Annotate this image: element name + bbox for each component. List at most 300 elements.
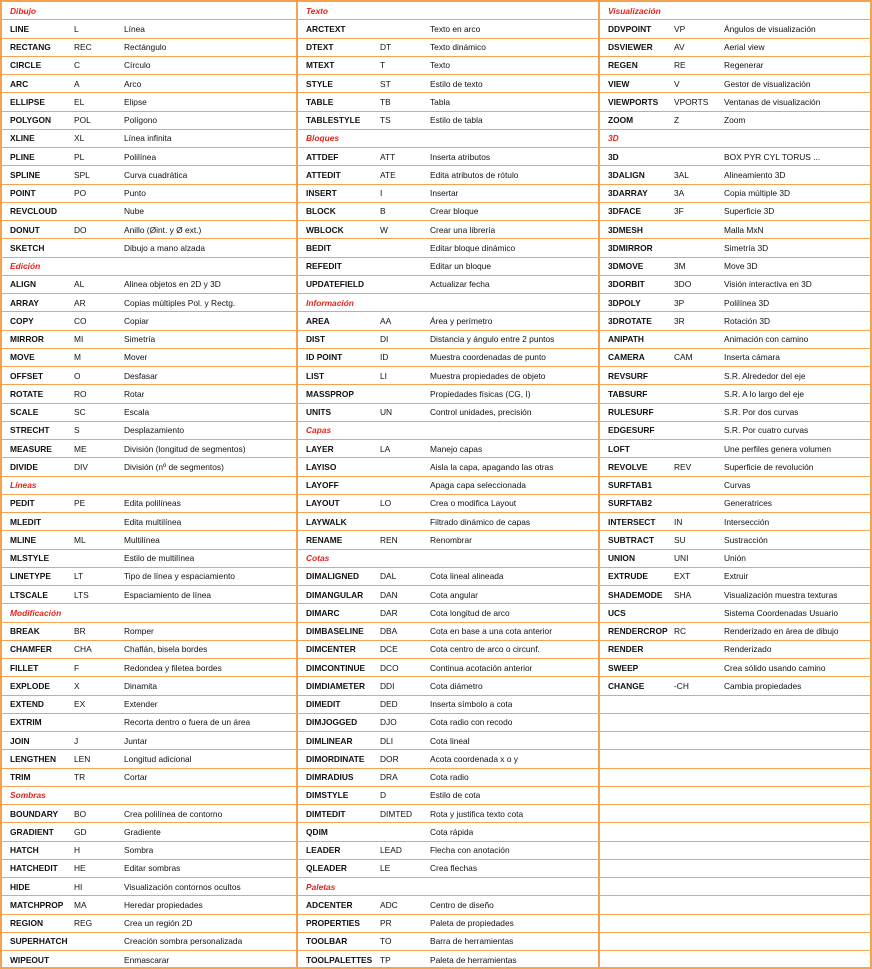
command-row [600,458,870,476]
command-description: Actualizar fecha [430,279,490,290]
command-description: Desfasar [124,370,158,381]
command-name: UCS [608,607,626,618]
command-name: LAYISO [306,461,337,472]
command-name: LINE [10,23,30,34]
command-row [2,239,296,257]
command-row [298,732,598,750]
command-description: Estilo de tabla [430,115,483,126]
command-row [2,39,296,57]
command-description: Regenerar [724,60,764,71]
command-row [298,623,598,641]
command-alias: UNI [674,553,689,564]
command-name: MLSTYLE [10,553,50,564]
command-row [2,714,296,732]
command-description: Zoom [724,115,746,126]
command-description: Cota longitud de arco [430,607,510,618]
command-description: Visión interactiva en 3D [724,279,812,290]
command-name: 3DALIGN [608,169,645,180]
command-name: 3DPOLY [608,297,641,308]
command-alias: 3DO [674,279,692,290]
command-row [600,404,870,422]
command-name: AREA [306,315,330,326]
command-description: Cambia propiedades [724,680,802,691]
command-row [600,531,870,549]
command-alias: HI [74,881,83,892]
section-header [2,2,296,20]
command-name: UPDATEFIELD [306,279,365,290]
command-alias: LEN [74,753,91,764]
command-name: SCALE [10,407,39,418]
command-alias: 3R [674,315,685,326]
command-name: REFEDIT [306,261,342,272]
command-alias: LO [380,498,392,509]
command-row [2,458,296,476]
command-description: Elipse [124,96,147,107]
command-row [298,57,598,75]
command-name: LOFT [608,443,630,454]
command-row [298,349,598,367]
command-alias: POL [74,115,91,126]
command-name: DSVIEWER [608,42,653,53]
command-alias: DDI [380,680,395,691]
command-alias: DRA [380,772,398,783]
empty-row [600,769,870,787]
command-description: Dibujo a mano alzada [124,242,206,253]
command-row [600,586,870,604]
command-alias: DIV [74,461,88,472]
command-row [298,312,598,330]
command-name: LAYER [306,443,334,454]
command-row [298,477,598,495]
command-description: Romper [124,626,154,637]
command-row [298,951,598,969]
command-description: Renderizado en área de dibujo [724,626,839,637]
command-row [600,550,870,568]
command-description: División (longitud de segmentos) [124,443,246,454]
command-row [298,239,598,257]
command-description: Visualización contornos ocultos [124,881,241,892]
command-name: ALIGN [10,279,37,290]
command-name: PEDIT [10,498,35,509]
command-name: DIMALIGNED [306,571,360,582]
command-description: Cota en base a una cota anterior [430,626,552,637]
command-row [2,732,296,750]
command-description: Cota diámetro [430,680,483,691]
command-alias: B [380,206,386,217]
command-description: Copiar [124,315,149,326]
command-description: Enmascarar [124,955,170,966]
command-description: Extruir [724,571,749,582]
command-row [2,331,296,349]
command-description: Dinamita [124,680,158,691]
command-description: Simetría [124,334,156,345]
command-name: RENAME [306,534,343,545]
command-description: Nube [124,206,145,217]
command-description: Inserta cámara [724,352,780,363]
command-description: Cota lineal [430,735,470,746]
command-name: RECTANG [10,42,51,53]
command-name: RENDER [608,644,644,655]
command-alias: J [74,735,79,746]
command-name: LAYOFF [306,480,339,491]
command-name: ID POINT [306,352,343,363]
command-alias: DAN [380,589,398,600]
command-alias: PE [74,498,86,509]
section-header [298,294,598,312]
command-alias: Z [674,115,680,126]
command-description: Insertar [430,188,459,199]
command-name: EXTRIM [10,717,42,728]
command-description: Crea o modifica Layout [430,498,517,509]
command-alias: LE [380,863,391,874]
command-description: Inserta símbolo a cota [430,699,513,710]
command-name: LENGTHEN [10,753,57,764]
command-alias: DI [380,334,389,345]
command-description: Flecha con anotación [430,845,510,856]
command-name: EDGESURF [608,425,655,436]
command-description: Cota radio [430,772,469,783]
section-title: Información [306,297,354,308]
section-header [298,422,598,440]
command-row [298,513,598,531]
command-name: SURFTAB2 [608,498,653,509]
command-name: 3DMESH [608,224,643,235]
empty-row [600,951,870,969]
command-alias: DLI [380,735,394,746]
command-name: UNION [608,553,635,564]
command-description: Crear una librería [430,224,496,235]
command-alias: DAL [380,571,397,582]
command-row [2,367,296,385]
command-alias: D [380,790,387,801]
empty-row [600,896,870,914]
command-alias: AL [74,279,85,290]
command-alias: A [74,78,80,89]
command-row [2,550,296,568]
command-name: SUBTRACT [608,534,655,545]
command-description: Crea flechas [430,863,478,874]
command-row [298,185,598,203]
command-description: Rota y justifica texto cota [430,808,524,819]
command-description: Editar sombras [124,863,181,874]
command-alias: PL [74,151,85,162]
section-title: Paletas [306,881,336,892]
command-row [2,805,296,823]
command-alias: -CH [674,680,689,691]
command-name: STRECHT [10,425,50,436]
command-description: Polilínea 3D [724,297,770,308]
command-description: Arco [124,78,142,89]
empty-row [600,714,870,732]
command-alias: I [380,188,383,199]
command-description: Gestor de visualización [724,78,811,89]
command-name: VIEW [608,78,630,89]
command-alias: EXT [674,571,691,582]
command-alias: TB [380,96,391,107]
command-description: Une perfiles genera volumen [724,443,832,454]
command-row [298,276,598,294]
command-description: Rotar [124,388,145,399]
command-row [2,951,296,969]
command-row [2,422,296,440]
command-row [2,20,296,38]
command-row [2,404,296,422]
section-title: Cotas [306,553,330,564]
command-alias: SU [674,534,686,545]
command-description: Continua acotación anterior [430,662,533,673]
section-header [298,550,598,568]
command-name: SHADEMODE [608,589,663,600]
command-name: 3DMOVE [608,261,644,272]
command-name: XLINE [10,133,35,144]
command-description: Manejo capas [430,443,483,454]
command-name: DONUT [10,224,40,235]
section-title: 3D [608,133,619,144]
command-name: MOVE [10,352,35,363]
command-name: CHAMFER [10,644,52,655]
command-name: DIMARC [306,607,340,618]
command-row [2,623,296,641]
command-alias: BO [74,808,87,819]
command-name: DIMRADIUS [306,772,354,783]
command-description: Aerial view [724,42,765,53]
command-name: TABLE [306,96,334,107]
command-alias: O [74,370,81,381]
empty-row [600,915,870,933]
command-name: MATCHPROP [10,899,64,910]
command-description: Mover [124,352,148,363]
command-description: Punto [124,188,146,199]
command-name: HIDE [10,881,31,892]
command-description: Superficie de revolución [724,461,814,472]
command-description: Desplazamiento [124,425,185,436]
command-row [2,294,296,312]
command-name: MLEDIT [10,516,42,527]
command-row [600,57,870,75]
command-description: Chaflán, bisela bordes [124,644,208,655]
command-alias: X [74,680,80,691]
command-alias: DBA [380,626,398,637]
command-name: ATTEDIT [306,169,341,180]
command-name: DIMTEDIT [306,808,346,819]
command-row [600,312,870,330]
command-description: Muestra propiedades de objeto [430,370,546,381]
command-row [298,915,598,933]
command-row [600,258,870,276]
command-alias: M [74,352,81,363]
command-row [600,221,870,239]
command-name: ARC [10,78,29,89]
command-description: Copia múltiple 3D [724,188,791,199]
command-row [298,787,598,805]
command-alias: CHA [74,644,92,655]
command-alias: V [674,78,680,89]
section-title: Capas [306,425,332,436]
command-name: ARCTEXT [306,23,346,34]
column-texto [296,2,598,967]
command-description: Unión [724,553,746,564]
command-name: MASSPROP [306,388,354,399]
command-name: MLINE [10,534,37,545]
command-row [2,75,296,93]
command-name: DIMORDINATE [306,753,365,764]
command-row [2,586,296,604]
command-row [2,495,296,513]
command-row [600,477,870,495]
column-visualizacion [598,2,870,967]
section-header [600,130,870,148]
command-row [2,312,296,330]
command-description: Simetría 3D [724,242,769,253]
command-description: Animación con camino [724,334,809,345]
command-row [2,148,296,166]
command-name: BREAK [10,626,40,637]
command-name: HATCHEDIT [10,863,58,874]
command-row [298,933,598,951]
empty-row [600,732,870,750]
command-alias: ATT [380,151,396,162]
command-row [2,185,296,203]
command-row [2,531,296,549]
command-name: SPLINE [10,169,41,180]
command-alias: ID [380,352,389,363]
command-row [2,349,296,367]
command-row [600,148,870,166]
command-description: Edita polilíneas [124,498,181,509]
command-row [2,769,296,787]
command-name: FILLET [10,662,39,673]
empty-row [600,933,870,951]
command-row [298,677,598,695]
section-title: Sombras [10,790,46,801]
section-header [2,787,296,805]
command-description: Tipo de línea y espaciamiento [124,571,235,582]
command-description: Paleta de herramientas [430,955,517,966]
command-name: LTSCALE [10,589,48,600]
command-name: PROPERTIES [306,918,360,929]
command-alias: REN [380,534,398,545]
command-name: DIVIDE [10,461,38,472]
command-alias: TP [380,955,391,966]
command-name: VIEWPORTS [608,96,659,107]
command-description: Recorta dentro o fuera de un área [124,717,251,728]
command-description: Editar un bloque [430,261,491,272]
command-description: S.R. A lo largo del eje [724,388,805,399]
command-name: DIMEDIT [306,699,341,710]
command-alias: IN [674,516,683,527]
command-description: Cota rápida [430,826,474,837]
command-name: MIRROR [10,334,44,345]
command-row [298,495,598,513]
command-name: REVCLOUD [10,206,57,217]
command-description: Cortar [124,772,148,783]
command-alias: RO [74,388,87,399]
section-header [298,2,598,20]
command-name: 3DROTATE [608,315,652,326]
command-row [600,276,870,294]
command-row [298,860,598,878]
command-description: Juntar [124,735,148,746]
command-name: EXPLODE [10,680,51,691]
command-description: Estilo de cota [430,790,481,801]
command-row [298,166,598,184]
command-description: Sistema Coordenadas Usuario [724,607,839,618]
empty-row [600,860,870,878]
command-alias: AR [74,297,86,308]
command-name: JOIN [10,735,30,746]
command-row [298,805,598,823]
command-row [298,367,598,385]
command-alias: LA [380,443,391,454]
command-description: Estilo de multilínea [124,553,195,564]
command-alias: LT [74,571,84,582]
command-name: LEADER [306,845,341,856]
command-description: Sustracción [724,534,768,545]
command-description: Barra de herramientas [430,936,514,947]
command-name: QLEADER [306,863,347,874]
command-name: ARRAY [10,297,40,308]
command-name: RULESURF [608,407,654,418]
empty-row [600,805,870,823]
command-description: Anillo (Øint. y Ø ext.) [124,224,202,235]
section-title: Dibujo [10,5,37,16]
command-alias: DAR [380,607,398,618]
command-description: Curvas [724,480,751,491]
command-alias: UN [380,407,393,418]
command-name: TOOLBAR [306,936,348,947]
command-row [298,221,598,239]
command-alias: F [74,662,80,673]
command-alias: DCE [380,644,398,655]
section-header [298,130,598,148]
command-description: Ángulos de visualización [724,23,816,34]
section-header [600,2,870,20]
command-description: Cota centro de arco o circunf. [430,644,540,655]
command-row [2,166,296,184]
command-alias: CO [74,315,87,326]
command-row [2,57,296,75]
command-description: Crear bloque [430,206,479,217]
command-description: Área y perímetro [430,315,493,326]
command-name: LIST [306,370,325,381]
command-name: 3DMIRROR [608,242,653,253]
command-description: Gradiente [124,826,161,837]
command-alias: BR [74,626,86,637]
command-row [2,677,296,695]
command-alias: DT [380,42,392,53]
command-row [298,203,598,221]
command-description: Visualización muestra texturas [724,589,838,600]
command-row [298,604,598,622]
command-name: ADCENTER [306,899,353,910]
command-description: Filtrado dinámico de capas [430,516,531,527]
command-description: Polilínea [124,151,157,162]
command-name: INTERSECT [608,516,656,527]
command-alias: HE [74,863,86,874]
command-description: Renombrar [430,534,472,545]
command-name: WBLOCK [306,224,344,235]
command-alias: RC [674,626,687,637]
command-row [600,641,870,659]
command-alias: RE [674,60,686,71]
command-alias: LTS [74,589,89,600]
command-description: Escala [124,407,150,418]
command-row [600,367,870,385]
command-row [298,531,598,549]
command-row [298,750,598,768]
command-row [600,604,870,622]
command-description: Longitud adicional [124,753,192,764]
